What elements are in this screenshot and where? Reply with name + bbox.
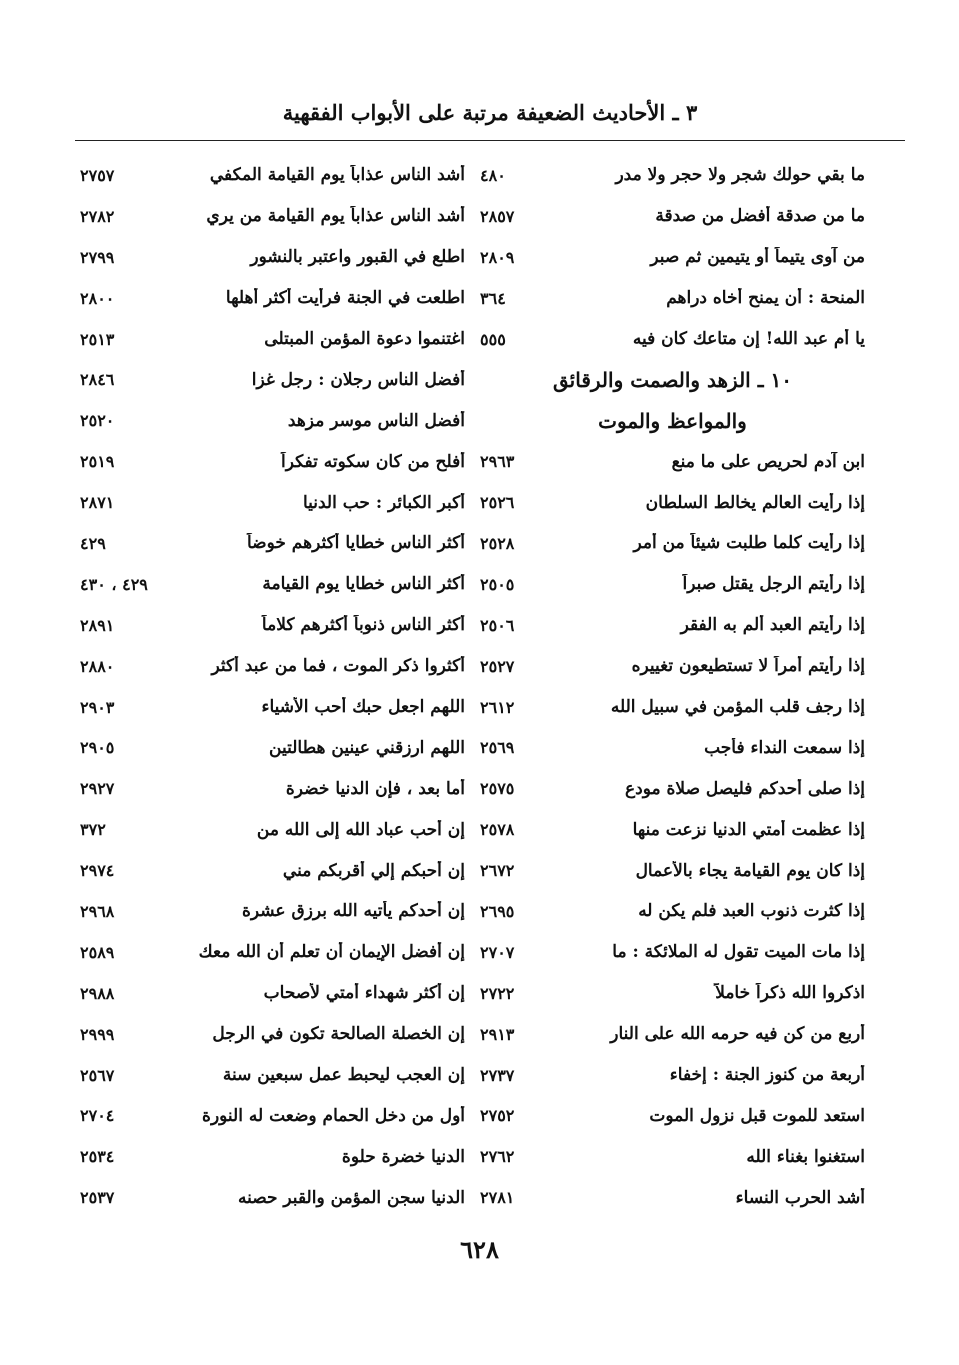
index-entry (80, 932, 465, 973)
index-entry (80, 400, 465, 441)
hadith-number: ٢٥٦٧ (80, 1065, 115, 1085)
hadith-incipit: ما بقي حولك شجر ولا حجر ولا مدر (615, 165, 865, 186)
hadith-incipit: اطلعت في الجنة فرأيت أكثر أهلها (225, 288, 465, 309)
hadith-number: ٢٨٠٠ (80, 288, 115, 308)
hadith-incipit: إن الخصلة الصالحة تكون في الرجل (212, 1024, 465, 1045)
index-entry (80, 809, 465, 850)
hadith-number: ٢٥٣٧ (80, 1188, 115, 1208)
hadith-incipit: اغتنموا دعوة المؤمن المبتلى (264, 329, 465, 349)
hadith-incipit: إذا صلى أحدكم فليصل صلاة مودع (625, 778, 865, 799)
hadith-incipit: إن أحبكم إلي أقربكم مني (282, 860, 465, 881)
header-rule (75, 140, 905, 141)
hadith-incipit: إذا رأيت كلما طلبت شيئاً من أمر (633, 533, 865, 554)
hadith-incipit: أما بعد ، فإن الدنيا خضرة (285, 778, 465, 799)
index-entry (80, 155, 465, 196)
hadith-incipit: إذا عظمت أمتي الدنيا نزعت منها (632, 819, 865, 840)
hadith-number: ٢٧٥٢ (480, 1106, 515, 1126)
hadith-incipit: أشد الحرب النساء (735, 1187, 865, 1208)
hadith-incipit: إذا رأيتم أمراً لا تستطيعون تغييره (631, 656, 865, 677)
index-entry (80, 605, 465, 646)
hadith-incipit: أربع من كن فيه حرمه الله على النار (610, 1024, 865, 1045)
hadith-number: ٢٦١٢ (480, 697, 515, 717)
index-entry (480, 1136, 865, 1177)
index-entry (480, 441, 865, 482)
hadith-number: ٢٩٩٩ (80, 1024, 115, 1044)
hadith-number: ٤٢٩ (80, 533, 106, 553)
hadith-number: ٢٧٩٩ (80, 247, 115, 267)
hadith-number: ٢٥٧٥ (480, 779, 515, 799)
hadith-incipit: أشد الناس عذاباً يوم القيامة من يري (206, 206, 465, 227)
hadith-number: ٢٥٠٥ (480, 574, 515, 594)
hadith-number: ٤٢٩ ، ٤٣٠ (80, 574, 148, 594)
hadith-number: ٤٨٠ (480, 165, 506, 185)
hadith-incipit: أكثروا ذكر الموت ، فما من عبد أكثر (211, 656, 465, 677)
index-entry (480, 237, 865, 278)
hadith-number: ٢٨٨٠ (80, 656, 115, 676)
index-entry (480, 564, 865, 605)
hadith-number: ٢٥٨٩ (80, 942, 115, 962)
hadith-incipit: اذكروا الله ذكراً خاملاً (715, 983, 865, 1004)
hadith-number: ٣٧٢ (80, 820, 106, 840)
hadith-number: ٥٥٥ (480, 329, 506, 349)
index-entry (480, 1014, 865, 1055)
hadith-number: ٢٩٠٣ (80, 697, 115, 717)
index-column-right (480, 155, 865, 1218)
hadith-number: ٢٦٩٥ (480, 901, 515, 921)
index-entry (80, 278, 465, 319)
hadith-incipit: اطلع في القبور واعتبر بالنشور (250, 247, 465, 268)
index-entry (80, 768, 465, 809)
index-entry (80, 1095, 465, 1136)
hadith-number: ٢٥٧٨ (480, 820, 515, 840)
index-entry (80, 727, 465, 768)
hadith-number: ٢٧٣٧ (480, 1065, 515, 1085)
hadith-incipit: الدنيا سجن المؤمن والقبر حصنه (238, 1187, 465, 1208)
hadith-incipit: استغنوا بغناء الله (746, 1146, 865, 1167)
hadith-number: ٣٦٤ (480, 288, 506, 308)
hadith-number: ٢٧٠٧ (480, 942, 515, 962)
hadith-number: ٢٥١٣ (80, 329, 115, 349)
section-heading: والمواعظ والموت (598, 408, 747, 433)
hadith-number: ٢٨٩١ (80, 615, 115, 635)
hadith-incipit: أشد الناس عذاباً يوم القيامة المكفي (209, 165, 465, 186)
index-entry (480, 809, 865, 850)
index-entry (480, 687, 865, 728)
hadith-number: ٢٩٠٥ (80, 738, 115, 758)
index-entry (80, 646, 465, 687)
index-entry (80, 441, 465, 482)
hadith-incipit: إذا كان يوم القيامة يجاء بالأعمال (635, 860, 865, 881)
index-entry (80, 196, 465, 237)
hadith-number: ٢٧٨٢ (80, 206, 115, 226)
hadith-incipit: إن أحدكم يأتيه الله برزق عشرة (241, 901, 465, 922)
hadith-number: ٢٩١٣ (480, 1024, 515, 1044)
hadith-incipit: إن العجب ليحبط عمل سبعين سنة (222, 1065, 465, 1086)
index-entry (80, 564, 465, 605)
index-entry (480, 727, 865, 768)
hadith-incipit: ابن آدم لحريص على ما منع (671, 451, 865, 472)
hadith-number: ٢٥٢٦ (480, 493, 515, 513)
hadith-incipit: إذا سمعت النداء فأجب (704, 737, 865, 758)
index-entry (480, 1095, 865, 1136)
hadith-number: ٢٩٨٨ (80, 983, 115, 1003)
index-entry (80, 359, 465, 400)
hadith-incipit: ما من صدقة أفضل من صدقة (655, 206, 865, 227)
index-entry (80, 482, 465, 523)
index-entry (480, 850, 865, 891)
running-header: ٣ ـ الأحاديث الضعيفة مرتبة على الأبواب الفقهية (282, 100, 698, 125)
hadith-incipit: اللهم ارزقني عينين هطالتين (269, 737, 465, 758)
index-entry (480, 605, 865, 646)
hadith-number: ٢٨٧١ (80, 493, 115, 513)
index-entry (480, 1055, 865, 1096)
page-number: ٦٢٨ (460, 1235, 499, 1264)
hadith-incipit: أول من دخل الحمام وضعت له النورة (202, 1105, 465, 1126)
hadith-incipit: إن أكثر شهداء أمتي لأصحاب (263, 983, 465, 1004)
hadith-incipit: أفضل الناس رجلان : رجل غزا (251, 369, 465, 390)
section-heading: ١٠ ـ الزهد والصمت والرقائق (552, 367, 793, 392)
hadith-incipit: استعد للموت قبل نزول الموت (649, 1105, 865, 1126)
index-entry (480, 768, 865, 809)
hadith-number: ٢٧٦٢ (480, 1147, 515, 1167)
hadith-number: ٢٥٦٩ (480, 738, 515, 758)
hadith-incipit: إن أحب عباد الله إلى الله من (256, 819, 465, 840)
hadith-incipit: يا أم عبد الله! إن متاعك كان فيه (632, 329, 865, 349)
hadith-number: ٢٩٦٨ (80, 901, 115, 921)
hadith-number: ٢٧٢٢ (480, 983, 515, 1003)
hadith-incipit: إذا رأيتم الرجل يقتل صبراً (682, 574, 865, 595)
hadith-number: ٢٥٢٠ (80, 411, 115, 431)
hadith-incipit: أكثر الناس خطايا يوم القيامة (262, 574, 465, 595)
index-entry (480, 523, 865, 564)
hadith-number: ٢٥٢٨ (480, 533, 515, 553)
hadith-number: ٢٦٧٢ (480, 861, 515, 881)
index-entry (480, 891, 865, 932)
index-entry (80, 1177, 465, 1218)
index-entry (80, 1136, 465, 1177)
hadith-number: ٢٥١٩ (80, 452, 115, 472)
index-entry (480, 196, 865, 237)
hadith-number: ٢٧٥٧ (80, 165, 115, 185)
hadith-incipit: إذا رأيتم العبد ألم به الفقر (680, 615, 865, 636)
hadith-number: ٢٩٦٣ (480, 452, 515, 472)
index-entry (480, 155, 865, 196)
index-entry (480, 278, 865, 319)
index-column-left (80, 155, 465, 1218)
hadith-incipit: المنحة : أن يمنح أخاه دراهم (666, 288, 865, 309)
index-entry (80, 319, 465, 360)
index-entry (480, 973, 865, 1014)
hadith-incipit: أكبر الكبائر : حب الدنيا (302, 492, 465, 513)
hadith-number: ٢٥٠٦ (480, 615, 515, 635)
index-entry (480, 1177, 865, 1218)
hadith-number: ٢٨٠٩ (480, 247, 515, 267)
hadith-incipit: أفضل الناس موسر مزهد (287, 410, 465, 431)
hadith-number: ٢٧٠٤ (80, 1106, 115, 1126)
index-entry (80, 687, 465, 728)
hadith-incipit: أكثر الناس ذنوباً أكثرهم كلاماً (261, 615, 465, 636)
hadith-incipit: من آوى يتيماً أو يتيمين ثم صبر (650, 247, 865, 268)
index-entry (80, 973, 465, 1014)
hadith-number: ٢٥٢٧ (480, 656, 515, 676)
hadith-number: ٢٥٣٤ (80, 1147, 115, 1167)
hadith-number: ٢٨٤٦ (80, 370, 115, 390)
hadith-incipit: إذا رجف قلب المؤمن في سبيل الله (610, 697, 865, 718)
index-entry (80, 850, 465, 891)
hadith-incipit: إذا رأيت العالم يخالط السلطان (645, 492, 865, 513)
index-entry (480, 319, 865, 360)
index-entry (80, 237, 465, 278)
index-entry (80, 1055, 465, 1096)
hadith-incipit: أفلح من كان سكوته تفكراً (280, 451, 465, 472)
hadith-incipit: الدنيا خضرة حلوة (341, 1146, 465, 1167)
hadith-incipit: اللهم اجعل حبك أحب الأشياء (261, 697, 465, 718)
index-entry (80, 1014, 465, 1055)
hadith-incipit: إذا كثرت ذنوب العبد فلم يكن له (638, 901, 865, 922)
hadith-number: ٢٩٧٤ (80, 861, 115, 881)
hadith-number: ٢٩٢٧ (80, 779, 115, 799)
hadith-number: ٢٨٥٧ (480, 206, 515, 226)
index-entry (480, 932, 865, 973)
hadith-incipit: إن أفضل الإيمان أن تعلم أن الله معك (198, 942, 465, 963)
index-entry (80, 891, 465, 932)
index-entry (80, 523, 465, 564)
hadith-incipit: أكثر الناس خطايا أكثرهم خوضاً (246, 533, 465, 554)
index-entry (480, 482, 865, 523)
hadith-incipit: إذا مات الميت تقول له الملائكة : ما (612, 942, 865, 963)
hadith-number: ٢٧٨١ (480, 1188, 515, 1208)
index-entry (480, 646, 865, 687)
hadith-incipit: أربعة من كنوز الجنة : إخفاء (669, 1065, 865, 1086)
